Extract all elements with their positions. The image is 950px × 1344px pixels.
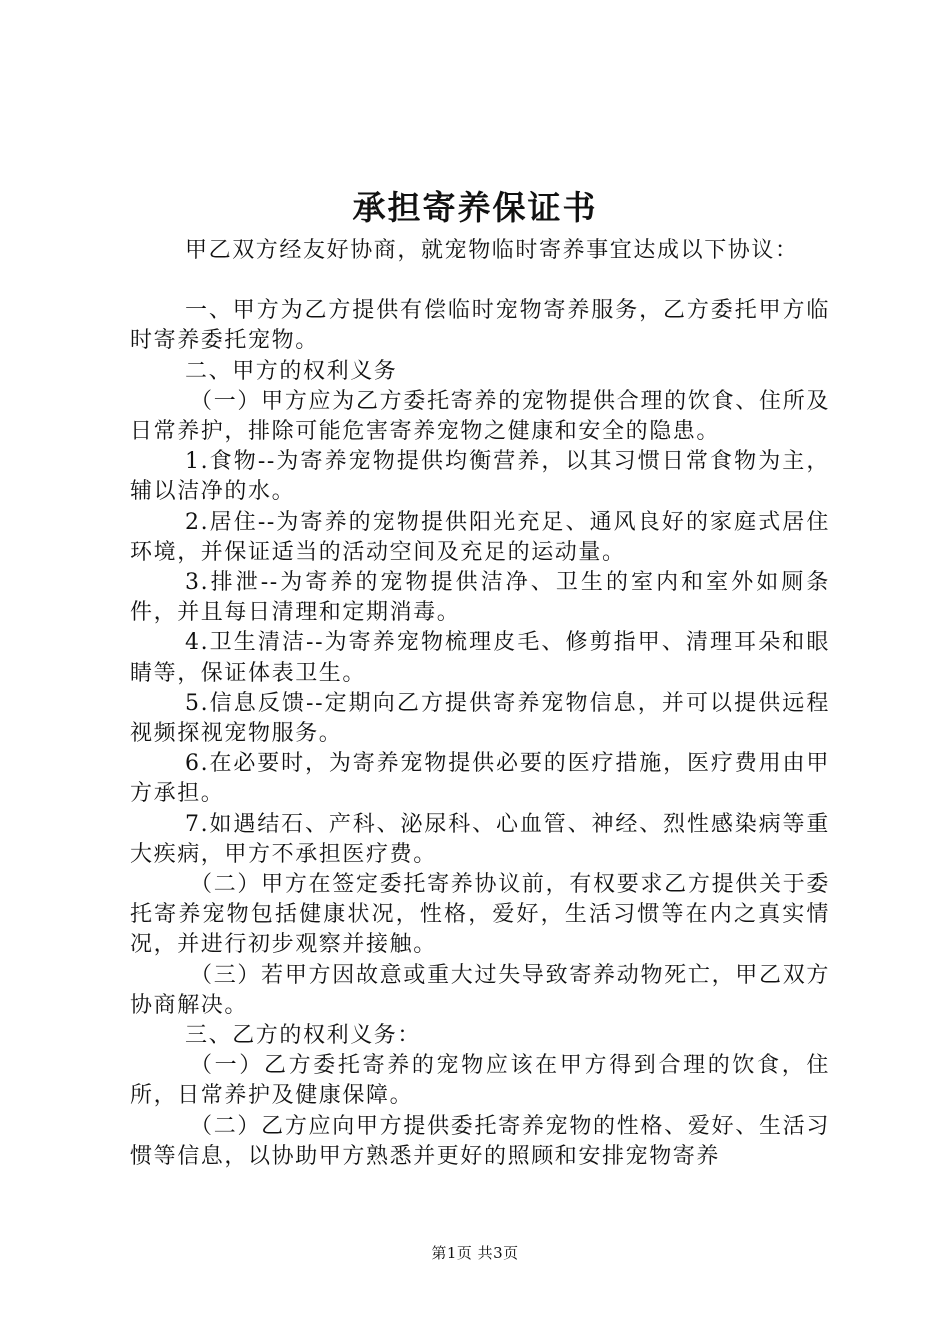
item-major-illness: 7.如遇结石、产科、泌尿科、心血管、神经、烈性感染病等重大疾病，甲方不承担医疗费。 <box>130 811 830 867</box>
page-number-footer: 第1页 共3页 <box>431 1244 519 1262</box>
item-medical: 6.在必要时，为寄养宠物提供必要的医疗措施，医疗费用由甲方承担。 <box>130 751 830 807</box>
item-hygiene: 4.卫生清洁--为寄养宠物梳理皮毛、修剪指甲、清理耳朵和眼睛等，保证体表卫生。 <box>130 630 830 686</box>
item-housing: 2.居住--为寄养的宠物提供阳光充足、通风良好的家庭式居住环境，并保证适当的活动空间及充足的运动量。 <box>130 509 830 565</box>
item-food: 1.食物--为寄养宠物提供均衡营养，以其习惯日常食物为主，辅以洁净的水。 <box>130 449 830 505</box>
item-feedback: 5.信息反馈--定期向乙方提供寄养宠物信息，并可以提供远程视频探视宠物服务。 <box>130 690 830 747</box>
clause-2-1: （一）甲方应为乙方委托寄养的宠物提供合理的饮食、住所及日常养护，排除可能危害寄养宠物之健康和安全的隐患。 <box>130 388 830 445</box>
clause-3-1: （一）乙方委托寄养的宠物应该在甲方得到合理的饮食，住所，日常养护及健康保障。 <box>130 1053 830 1109</box>
intro-paragraph: 甲乙双方经友好协商，就宠物临时寄养事宜达成以下协议： <box>185 238 799 263</box>
clause-1: 一、甲方为乙方提供有偿临时宠物寄养服务，乙方委托甲方临时寄养委托宠物。 <box>130 298 830 354</box>
document-body <box>130 236 830 1172</box>
document-title: 承担寄养保证书 <box>352 188 598 227</box>
clause-3-2: （二）乙方应向甲方提供委托寄养宠物的性格、爱好、生活习惯等信息，以协助甲方熟悉并更好的照顾和安排宠物寄养 <box>130 1113 830 1169</box>
section-heading-2: 二、甲方的权利义务 <box>185 358 398 384</box>
item-excretion: 3.排泄--为寄养的宠物提供洁净、卫生的室内和室外如厕条件，并且每日清理和定期消毒。 <box>130 570 830 626</box>
clause-2-2: （二）甲方在签定委托寄养协议前，有权要求乙方提供关于委托寄养宠物包括健康状况，性格，爱好，生活习惯等在内之真实情况，并进行初步观察并接触。 <box>130 872 830 958</box>
clause-2-3: （三）若甲方因故意或重大过失导致寄养动物死亡，甲乙双方协商解决。 <box>130 962 830 1018</box>
section-heading-3: 三、乙方的权利义务： <box>185 1023 422 1049</box>
